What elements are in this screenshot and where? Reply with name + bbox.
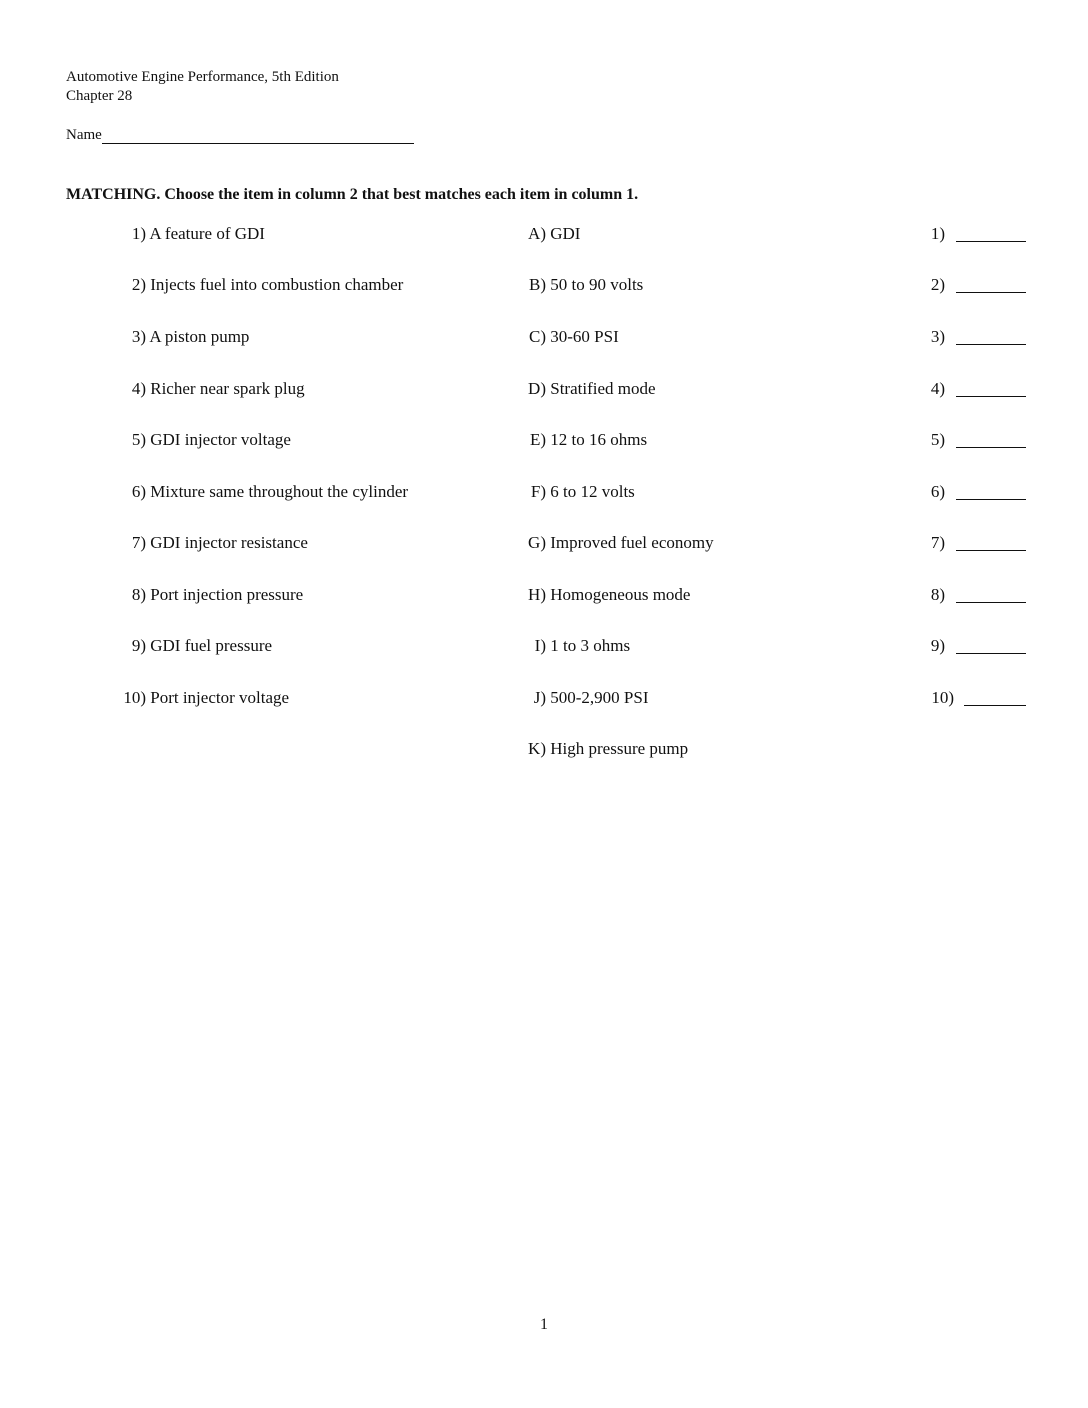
matching-row <box>0 224 1088 248</box>
answer-blank[interactable] <box>964 704 1026 706</box>
option-text: High pressure pump <box>550 739 689 758</box>
page-number: 1 <box>540 1316 548 1333</box>
option-letter: I) <box>534 636 546 655</box>
item-text: A piston pump <box>149 327 250 346</box>
matching-row <box>0 379 1088 403</box>
option-text: 1 to 3 ohms <box>550 636 631 655</box>
answer-number: 4) <box>930 379 945 398</box>
item-text: GDI injector resistance <box>150 533 308 552</box>
column2-option <box>510 224 870 244</box>
matching-row <box>0 533 1088 557</box>
answer-number: 3) <box>930 327 945 346</box>
column2-option <box>510 533 870 553</box>
matching-instructions: MATCHING. Choose the item in column 2 that best matches each item in column 1. <box>66 186 639 203</box>
column2-option <box>510 688 870 708</box>
column1-item <box>80 224 520 244</box>
answer-blank[interactable] <box>956 446 1026 448</box>
answer-number: 7) <box>930 533 945 552</box>
option-letter: F) <box>530 482 546 501</box>
name-field[interactable] <box>66 126 414 144</box>
name-label: Name <box>66 127 102 143</box>
matching-row <box>0 585 1088 609</box>
answer-number: 10) <box>931 688 954 707</box>
column2-option <box>510 585 870 605</box>
option-letter: B) <box>529 275 546 294</box>
option-text: 6 to 12 volts <box>550 482 635 501</box>
answer-blank[interactable] <box>956 601 1026 603</box>
item-text: Port injector voltage <box>150 688 290 707</box>
column2-option <box>510 482 870 502</box>
answer-blank[interactable] <box>956 343 1026 345</box>
column1-item <box>80 533 520 553</box>
option-letter: J) <box>533 688 546 707</box>
column2-option <box>510 739 870 759</box>
answer-number: 6) <box>930 482 945 501</box>
option-letter: A) <box>528 224 546 243</box>
answer-blank[interactable] <box>956 240 1026 242</box>
column2-option <box>510 379 870 399</box>
answer-blank[interactable] <box>956 395 1026 397</box>
item-number: 5) <box>131 430 146 449</box>
answer-slot[interactable] <box>900 327 1026 347</box>
book-title: Automotive Engine Performance, 5th Edition <box>66 69 339 85</box>
column1-item <box>80 482 520 502</box>
option-letter: K) <box>528 739 546 758</box>
option-text: Stratified mode <box>550 379 656 398</box>
column1-item <box>80 379 520 399</box>
item-text: Richer near spark plug <box>150 379 305 398</box>
matching-row <box>0 430 1088 454</box>
answer-slot[interactable] <box>900 379 1026 399</box>
column2-option <box>510 636 870 656</box>
answer-slot[interactable] <box>900 275 1026 295</box>
item-text: GDI fuel pressure <box>150 636 273 655</box>
item-number: 6) <box>131 482 146 501</box>
answer-slot[interactable] <box>900 482 1026 502</box>
option-text: 12 to 16 ohms <box>550 430 648 449</box>
answer-number: 2) <box>930 275 945 294</box>
answer-blank[interactable] <box>956 652 1026 654</box>
column1-item <box>80 275 520 295</box>
answer-number: 9) <box>930 636 945 655</box>
option-text: GDI <box>550 224 581 243</box>
item-number: 9) <box>131 636 146 655</box>
answer-blank[interactable] <box>956 549 1026 551</box>
option-text: 30-60 PSI <box>550 327 619 346</box>
option-letter: C) <box>529 327 546 346</box>
column2-option <box>510 430 870 450</box>
item-number: 10) <box>123 688 146 707</box>
matching-row <box>0 275 1088 299</box>
answer-slot[interactable] <box>900 533 1026 553</box>
answer-slot[interactable] <box>900 688 1026 708</box>
column1-item <box>80 688 520 708</box>
answer-blank[interactable] <box>956 498 1026 500</box>
option-text: Homogeneous mode <box>550 585 691 604</box>
option-letter: D) <box>528 379 546 398</box>
answer-number: 1) <box>930 224 945 243</box>
item-text: Mixture same throughout the cylinder <box>150 482 409 501</box>
option-text: Improved fuel economy <box>550 533 714 552</box>
column1-item <box>80 327 520 347</box>
item-number: 3) <box>131 327 146 346</box>
matching-row <box>0 739 1088 763</box>
item-number: 8) <box>131 585 146 604</box>
chapter-label: Chapter 28 <box>66 88 133 104</box>
item-text: Port injection pressure <box>150 585 304 604</box>
item-text: A feature of GDI <box>149 224 265 243</box>
option-text: 500-2,900 PSI <box>550 688 649 707</box>
item-number: 2) <box>131 275 146 294</box>
column2-option <box>510 327 870 347</box>
answer-slot[interactable] <box>900 636 1026 656</box>
answer-slot[interactable] <box>900 430 1026 450</box>
answer-number: 8) <box>930 585 945 604</box>
matching-row <box>0 327 1088 351</box>
column1-item <box>80 585 520 605</box>
name-blank-line[interactable] <box>102 126 414 144</box>
option-letter: G) <box>528 533 546 552</box>
item-text: GDI injector voltage <box>150 430 291 449</box>
column1-item <box>80 430 520 450</box>
answer-number: 5) <box>930 430 945 449</box>
item-number: 7) <box>131 533 146 552</box>
answer-slot[interactable] <box>900 585 1026 605</box>
option-letter: H) <box>528 585 546 604</box>
item-number: 4) <box>131 379 146 398</box>
matching-row <box>0 688 1088 712</box>
item-text: Injects fuel into combustion chamber <box>150 275 404 294</box>
matching-row <box>0 482 1088 506</box>
item-number: 1) <box>131 224 146 243</box>
column2-option <box>510 275 870 295</box>
column1-item <box>80 636 520 656</box>
answer-blank[interactable] <box>956 291 1026 293</box>
answer-slot[interactable] <box>900 224 1026 244</box>
matching-row <box>0 636 1088 660</box>
option-text: 50 to 90 volts <box>550 275 644 294</box>
option-letter: E) <box>529 430 546 449</box>
